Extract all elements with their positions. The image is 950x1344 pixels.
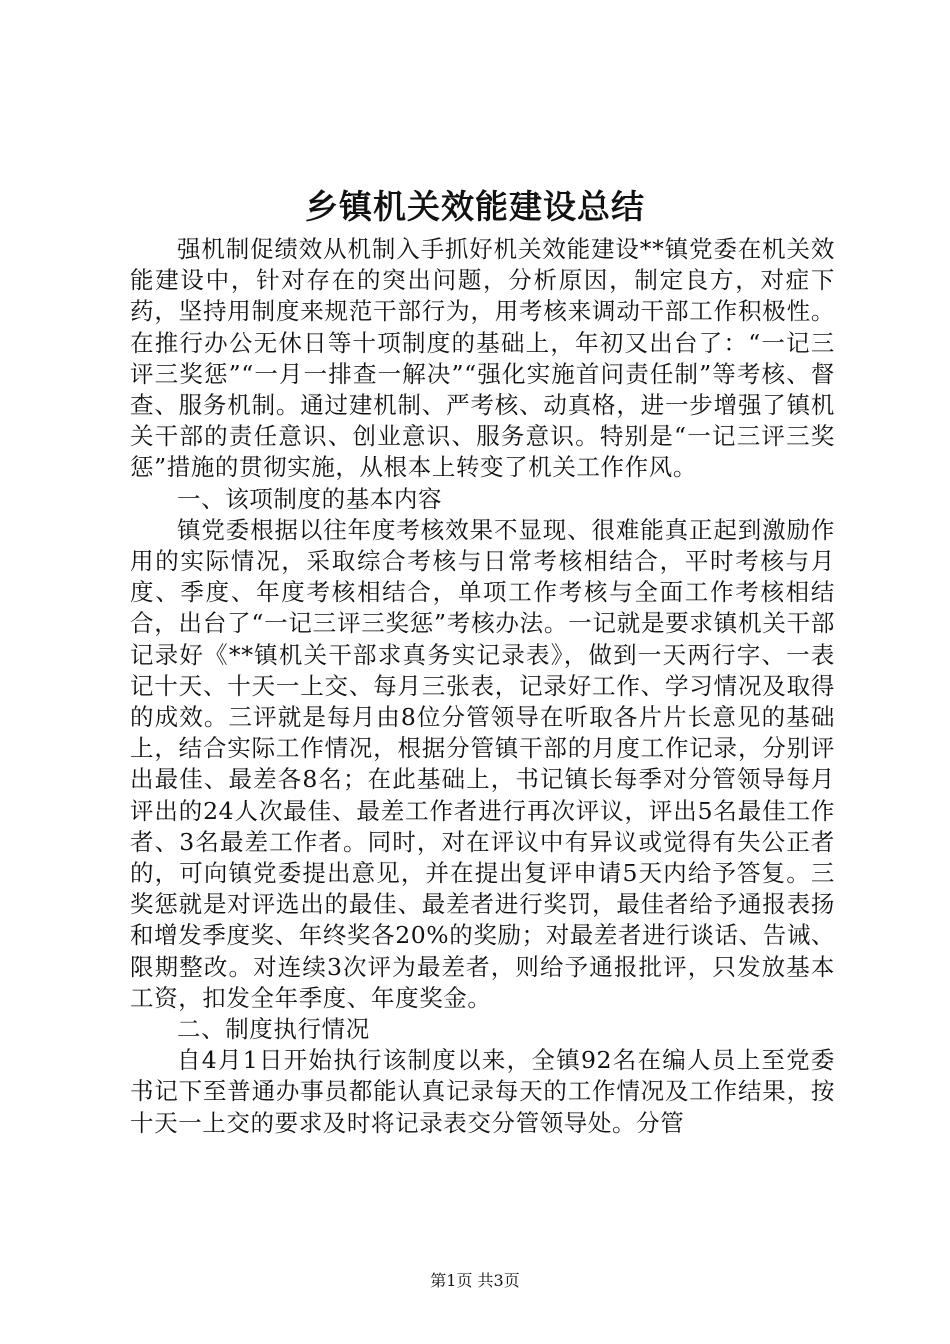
- page-number-footer: 第1页 共3页: [430, 1271, 520, 1290]
- document-title: 乡镇机关效能建设总结: [305, 187, 645, 226]
- section-heading-1: 一、该项制度的基本内容: [177, 484, 443, 513]
- paragraph-intro: 强机制促绩效从机制入手抓好机关效能建设**镇党委在机关效能建设中，针对存在的突出问题，分析原因，制定良方，对症下药，坚持用制度来规范干部行为，用考核来调动干部工作积极性。在推行办公无休日等十项制度的基础上，年初又出台了：“一记三评三奖惩”“一月一排查一解决”“强化实施首问责任制”等考核、督查、服务机制。通过建机制、严考核、动真格，进一步增强了镇机关干部的责任意识、创业意识、服务意识。特别是“一记三评三奖惩”措施的贯彻实施，从根本上转变了机关工作作风。: [130, 235, 835, 482]
- section-heading-2: 二、制度执行情况: [177, 1015, 370, 1044]
- paragraph-execution: 自4月1日开始执行该制度以来，全镇92名在编人员上至党委书记下至普通办事员都能认真记录每天的工作情况及工作结果，按十天一上交的要求及时将记录表交分管领导处。分管: [130, 1046, 835, 1137]
- document-body: [130, 234, 835, 1139]
- paragraph-basic-content: 镇党委根据以往年度考核效果不显现、很难能真正起到激励作用的实际情况，采取综合考核与日常考核相结合，平时考核与月度、季度、年度考核相结合，单项工作考核与全面工作考核相结合，出台了“一记三评三奖惩”考核办法。一记就是要求镇机关干部记录好《**镇机关干部求真务实记录表》，做到一天两行字、一表记十天、十天一上交、每月三张表，记录好工作、学习情况及取得的成效。三评就是每月由8位分管领导在听取各片片长意见的基础上，结合实际工作情况，根据分管镇干部的月度工作记录，分别评出最佳、最差各8名；在此基础上，书记镇长每季对分管领导每月评出的24人次最佳、最差工作者进行再次评议，评出5名最佳工作者、3名最差工作者。同时，对在评议中有异议或觉得有失公正者的，可向镇党委提出意见，并在提出复评申请5天内给予答复。三奖惩就是对评选出的最佳、最差者进行奖罚，最佳者给予通报表扬和增发季度奖、年终奖各20%的奖励；对最差者进行谈话、告诫、限期整改。对连续3次评为最差者，则给予通报批评，只发放基本工资，扣发全年季度、年度奖金。: [130, 515, 835, 1012]
